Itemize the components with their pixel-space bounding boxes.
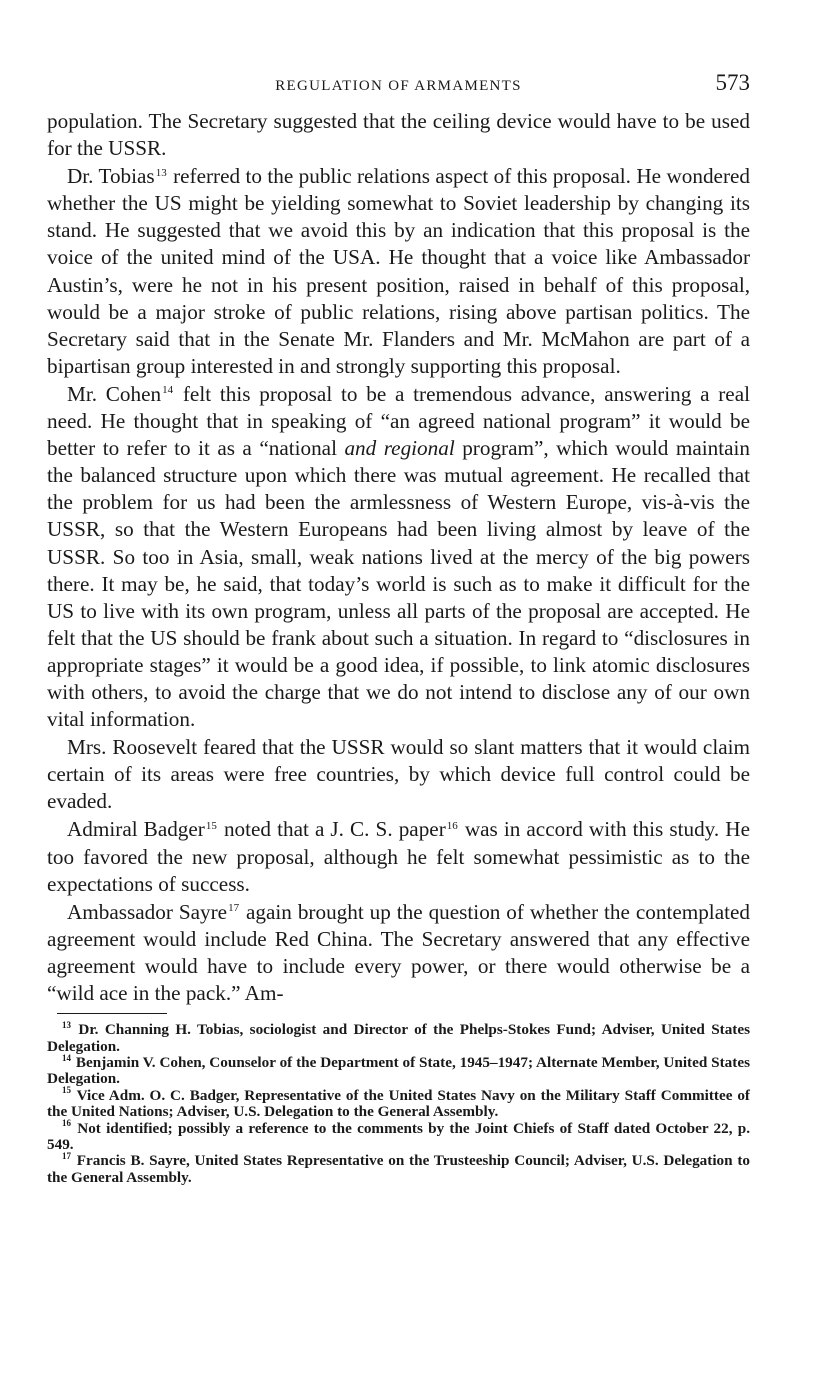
text-run: noted that a J. C. S. paper — [217, 817, 446, 842]
footnotes — [47, 1019, 750, 1186]
text-run: was in accord with this study. He too favored the new proposal, although he felt somewhat pessimistic as to the expectations of success. — [47, 817, 750, 896]
body-paragraph — [47, 899, 750, 1007]
text-run: Dr. Tobias — [67, 164, 155, 189]
body-paragraph — [47, 163, 750, 380]
text-run: population. The Secretary suggested that the ceiling device would have to be used for the USSR. — [47, 109, 750, 161]
footnote — [47, 1085, 750, 1121]
text-run: felt this proposal to be a tremendous advance, answering a real need. He thought that in speaking of “an agreed national program” it would be better to refer to it as a “national — [47, 381, 750, 461]
footnote — [47, 1019, 750, 1055]
body-paragraph — [47, 381, 750, 733]
emphasis: and regional — [344, 436, 455, 461]
footnote-text: Vice Adm. O. C. Badger, Representative of the United States Navy on the Military Staff Committee of the United Nations; Adviser, U.S. Delegation to the General Assembly. — [47, 1086, 750, 1121]
footnote-number: 13 — [62, 1019, 71, 1030]
footnote — [47, 1052, 750, 1088]
footnote-number: 17 — [62, 1151, 71, 1162]
text-run: Ambassador Sayre — [67, 899, 228, 924]
text-run: Mrs. Roosevelt feared that the USSR would so slant matters that it would claim certain of its areas were free countries, by which device full control could be evaded. — [47, 735, 750, 814]
footnote — [47, 1118, 750, 1154]
footnote-ref: 14 — [162, 384, 174, 397]
text-run: Mr. Cohen — [67, 381, 162, 406]
footnote-text: Not identified; possibly a reference to the comments by the Joint Chiefs of Staff dated October 22, p. 549. — [47, 1119, 750, 1153]
body-paragraph — [47, 734, 750, 815]
footnote-rule — [57, 1013, 167, 1014]
text-run: Admiral Badger — [67, 817, 205, 842]
page-header — [47, 68, 750, 108]
footnote-ref: 17 — [228, 902, 240, 915]
footnote-ref: 15 — [205, 819, 217, 832]
body-text — [47, 108, 750, 1007]
footnote-number: 14 — [62, 1052, 71, 1063]
footnote-ref: 13 — [155, 166, 167, 179]
body-paragraph — [47, 816, 750, 897]
running-head: REGULATION OF ARMAMENTS — [275, 78, 522, 94]
document-page — [47, 68, 750, 1186]
footnote-number: 16 — [62, 1118, 71, 1129]
text-run: referred to the public relations aspect of this proposal. He wondered whether the US might be yielding somewhat to Soviet leadership by changing its stand. He suggested that we avoid this by an indication that this proposal is the voice of the united mind of the USA. He thought that a voice like Ambassador Austin’s, were he not in his present position, raised in behalf of this proposal, would be a major stroke of public relations, rising above partisan politics. The Secretary said that in the Senate Mr. Flanders and Mr. McMahon are part of a bipartisan group interested in and strongly supporting this proposal. — [47, 164, 750, 378]
footnote-number: 15 — [62, 1085, 71, 1096]
body-paragraph — [47, 108, 750, 162]
footnote — [47, 1153, 750, 1186]
footnote-ref: 16 — [446, 819, 458, 832]
page-number: 573 — [715, 70, 750, 95]
footnote-text: Benjamin V. Cohen, Counselor of the Department of State, 1945–1947; Alternate Member, United States Delegation. — [47, 1053, 750, 1088]
footnote-text: Francis B. Sayre, United States Representative on the Trusteeship Council; Adviser, U.S. Delegation to the General Assembly. — [47, 1152, 750, 1186]
text-run: again brought up the question of whether the contemplated agreement would include Red China. The Secretary answered that any effective agreement would have to include every power, or there would otherwise be a “wild ace in the pack.” Am- — [47, 899, 750, 1005]
text-run: program”, which would maintain the balanced structure upon which there was mutual agreement. He recalled that the problem for us had been the armlessness of Western Europe, vis-à-vis the USSR, so that the Western Europeans had been living almost by leave of the USSR. So too in Asia, small, weak nations lived at the mercy of the big powers there. It may be, he said, that today’s world is such as to make it difficult for the US to live with its own program, unless all parts of the proposal are accepted. He felt that the US should be frank about such a situation. In regard to “disclosures in appropriate stages” it would be a good idea, if possible, to link atomic disclosures with others, to avoid the charge that we do not intend to disclose any of our own vital information. — [47, 436, 750, 732]
footnote-text: Dr. Channing H. Tobias, sociologist and Director of the Phelps-Stokes Fund; Adviser, United States Delegation. — [47, 1021, 750, 1055]
